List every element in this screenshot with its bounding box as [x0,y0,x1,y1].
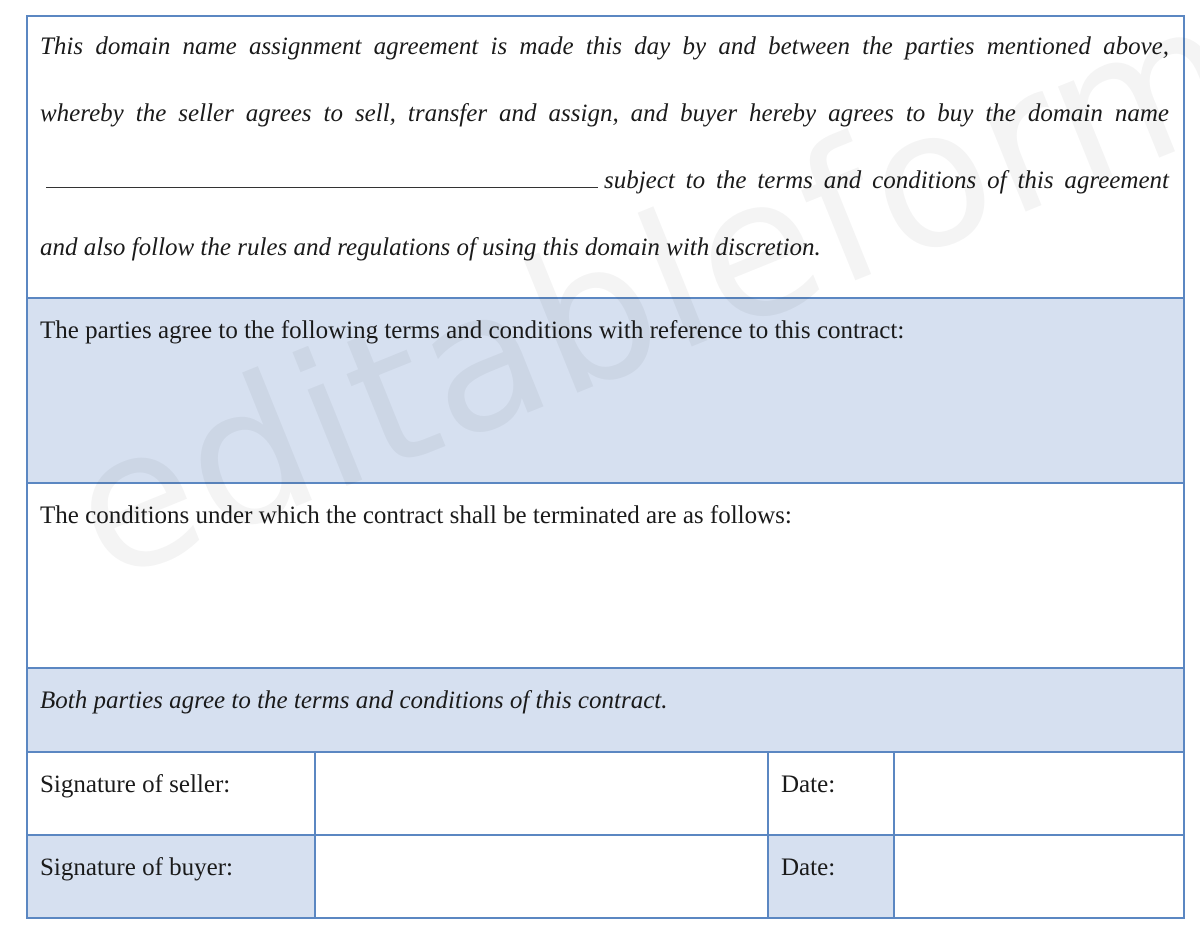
agreement-statement: Both parties agree to the terms and conditions of this contract. [27,668,1184,752]
intro-cell [27,16,1184,298]
seller-signature-label: Signature of seller: [27,752,315,835]
termination-row [27,483,1184,668]
seller-date-field[interactable] [894,752,1184,835]
intro-row [27,16,1184,298]
buyer-date-label: Date: [768,835,894,918]
domain-assignment-form [26,15,1185,919]
seller-date-label: Date: [768,752,894,835]
agreement-row [27,668,1184,752]
buyer-signature-field[interactable] [315,835,768,918]
terms-row [27,298,1184,483]
intro-text-part2: subject to the terms and conditions of this agreement and also follow the rules and regulations of using this domain with discretion. [40,167,1170,261]
intro-paragraph [40,13,1183,281]
termination-cell[interactable]: The conditions under which the contract shall be terminated are as follows: [27,483,1184,668]
terms-cell[interactable]: The parties agree to the following terms and conditions with reference to this contract: [27,298,1184,483]
buyer-signature-label: Signature of buyer: [27,835,315,918]
seller-signature-row [27,752,1184,835]
buyer-signature-row [27,835,1184,918]
buyer-date-field[interactable] [894,835,1184,918]
seller-signature-field[interactable] [315,752,768,835]
intro-text-part1: This domain name assignment agreement is made this day by and between the parties mentioned above, whereby the seller agrees to sell, transfer and assign, and buyer hereby agrees to buy the domain name [40,33,1170,127]
domain-name-blank[interactable] [46,163,598,188]
